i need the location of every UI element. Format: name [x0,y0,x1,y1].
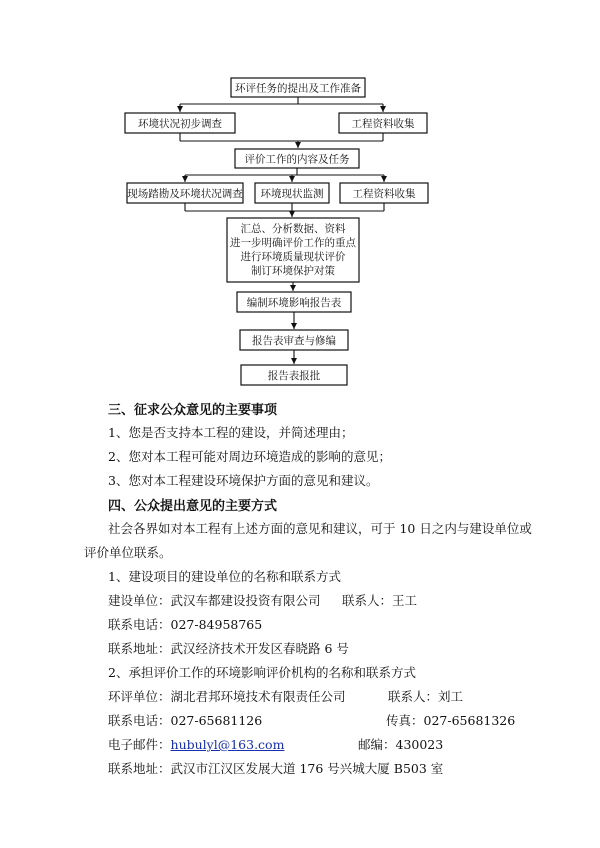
flow-text-summary-line-1: 汇总、分析数据、资料 [240,223,346,235]
flow-text-evaluation-tasks: 评价工作的内容及任务 [244,153,350,166]
section4-paragraph-line-1: 社会各界如对本工程有上述方面的意见和建议，可于 10 日之内与建设单位或 [108,521,532,536]
section3-item-1: 1、您是否支持本工程的建设，并简述理由； [108,425,354,440]
flow-text-data-collection-2: 工程资料收集 [352,188,416,200]
flow-text-task-preparation: 环评任务的提出及工作准备 [235,82,361,95]
eval-postcode: 邮编：430023 [358,737,444,752]
builder-unit: 建设单位：武汉车都建设投资有限公司 [108,593,321,608]
builder-phone: 联系电话：027-84958765 [108,617,263,632]
email-label: 电子邮件： [108,737,171,752]
flow-text-submit-approval: 报告表报批 [267,370,321,382]
flow-text-site-survey: 现场踏勘及环境状况调查 [127,188,243,200]
eval-unit: 环评单位：湖北君邦环境技术有限责任公司 [108,689,346,704]
flow-text-data-collection-1: 工程资料收集 [351,118,415,130]
section4-paragraph-line-2: 评价单位联系。 [84,545,172,560]
eval-contact: 联系人：刘工 [388,689,464,704]
flow-text-summary-line-2: 进一步明确评价工作的重点 [230,237,356,249]
section3-heading: 三、征求公众意见的主要事项 [108,403,278,418]
flow-text-compile-report: 编制环境影响报告表 [246,297,342,309]
section4-subheading-2: 2、承担评价工作的环境影响评价机构的名称和联系方式 [108,665,416,680]
email-link[interactable]: hubulyl@163.com [170,737,285,752]
flow-text-summary-line-4: 制订环境保护对策 [251,265,335,277]
eval-address: 联系地址：武汉市江汉区发展大道 176 号兴城大厦 B503 室 [108,761,444,776]
builder-contact: 联系人：王工 [342,593,418,608]
section3-item-3: 3、您对本工程建设环境保护方面的意见和建议。 [108,473,379,488]
flow-text-summary-line-3: 进行环境质量现状评价 [240,251,346,263]
section3-item-2: 2、您对本工程可能对周边环境造成的影响的意见； [108,449,391,464]
email-row [108,735,284,753]
eval-phone: 联系电话：027-65681126 [108,713,263,728]
flow-text-initial-survey: 环境状况初步调查 [138,118,222,130]
section4-heading: 四、公众提出意见的主要方式 [108,499,278,514]
flow-text-review-revise: 报告表审查与修编 [252,335,336,347]
section4-subheading-1: 1、建设项目的建设单位的名称和联系方式 [108,569,341,584]
workflow-flowchart [0,0,600,400]
builder-address: 联系地址：武汉经济技术开发区春晓路 6 号 [108,641,349,656]
eval-fax: 传真：027-65681326 [386,713,516,728]
flow-text-monitoring: 环境现状监测 [260,188,324,200]
